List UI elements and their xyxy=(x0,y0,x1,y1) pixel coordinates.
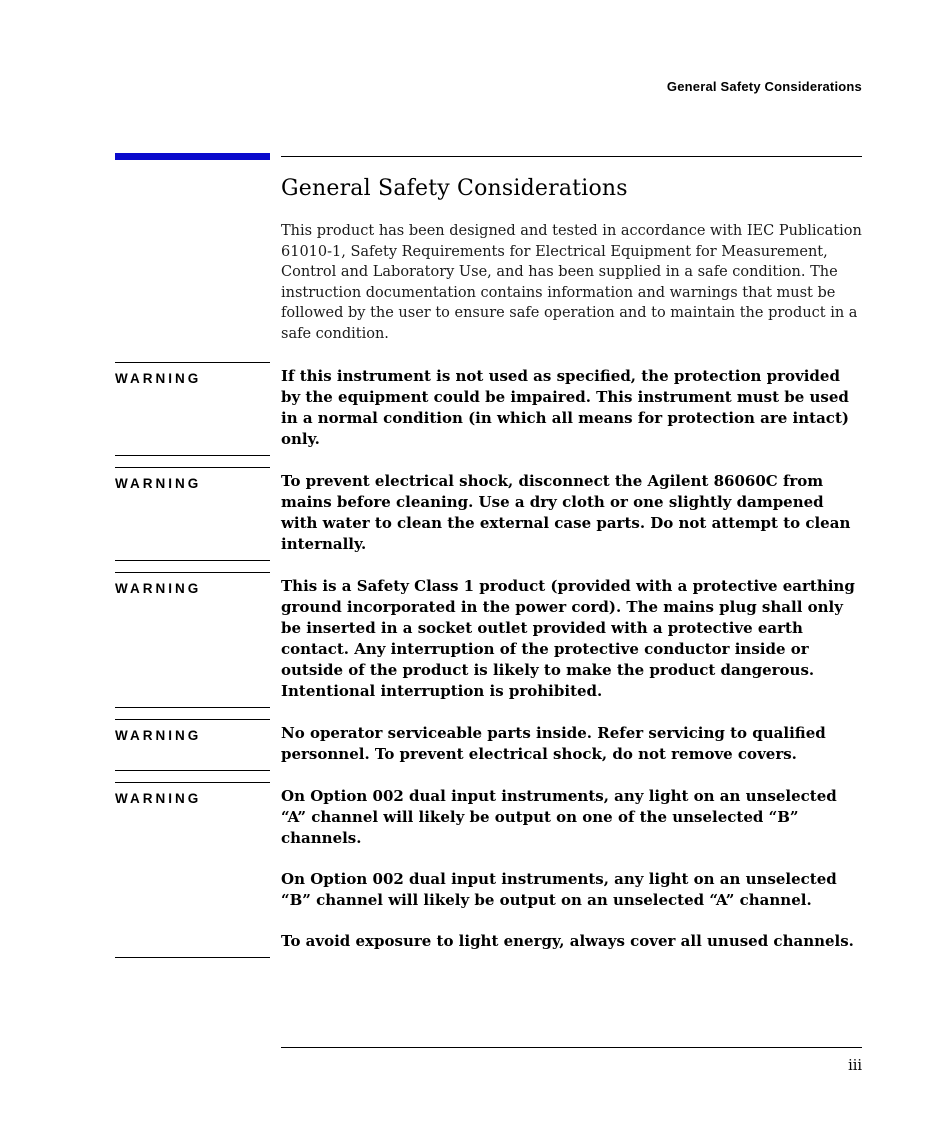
page-title: General Safety Considerations xyxy=(281,176,628,201)
content-column xyxy=(281,176,862,344)
warning-block xyxy=(115,467,862,561)
warning-text xyxy=(281,719,862,771)
header-rule xyxy=(281,156,862,157)
warning-text xyxy=(281,467,862,561)
warning-label: WARNING xyxy=(115,476,202,491)
running-header: General Safety Considerations xyxy=(666,79,862,94)
warning-block xyxy=(115,572,862,708)
intro-paragraph: This product has been designed and tested in accordance with IEC Publication 61010-1, Safety Requirements for Electrical Equipment for Measurement, Control and Laboratory Use, and has been supplied in a safe condition. The instruction documentation contains information and warnings that must be followed by the user to ensure safe operation and to maintain the product in a safe condition. xyxy=(281,223,862,342)
warning-block xyxy=(115,782,862,958)
warning-label: WARNING xyxy=(115,581,202,596)
warning-block xyxy=(115,719,862,771)
warning-paragraph: No operator serviceable parts inside. Refer servicing to qualified personnel. To prevent electrical shock, do not remove covers. xyxy=(281,724,826,763)
header-accent-bar xyxy=(115,153,270,160)
warnings-section xyxy=(115,362,862,969)
warning-paragraph: If this instrument is not used as specified, the protection provided by the equipment could be impaired. This instrument must be used in a normal condition (in which all means for protection are intact) only. xyxy=(281,367,849,448)
warning-paragraph: On Option 002 dual input instruments, any light on an unselected “A” channel will likely be output on one of the unselected “B” channels. xyxy=(281,787,837,847)
warning-paragraph: This is a Safety Class 1 product (provided with a protective earthing ground incorporated in the power cord). The mains plug shall only be inserted in a socket outlet provided with a protective earth contact. Any interruption of the protective conductor inside or outside of the product is likely to make the product dangerous. Intentional interruption is prohibited. xyxy=(281,577,855,700)
warning-label-column xyxy=(115,572,270,708)
warning-paragraph: To avoid exposure to light energy, always cover all unused channels. xyxy=(281,932,854,950)
warning-label: WARNING xyxy=(115,728,202,743)
warning-label: WARNING xyxy=(115,791,202,806)
page-number: iii xyxy=(848,1058,862,1074)
warning-paragraph: On Option 002 dual input instruments, any light on an unselected “B” channel will likely be output on an unselected “A” channel. xyxy=(281,870,837,909)
warning-label-column xyxy=(115,782,270,958)
warning-block xyxy=(115,362,862,456)
warning-label-column xyxy=(115,719,270,771)
warning-text xyxy=(281,782,862,958)
warning-text xyxy=(281,362,862,456)
warning-label-column xyxy=(115,467,270,561)
warning-paragraph: To prevent electrical shock, disconnect the Agilent 86060C from mains before cleaning. Use a dry cloth or one slightly dampened with water to clean the external case parts. Do not attempt to clean internally. xyxy=(281,472,851,553)
warning-text xyxy=(281,572,862,708)
warning-label: WARNING xyxy=(115,371,202,386)
footer-rule xyxy=(281,1047,862,1048)
warning-label-column xyxy=(115,362,270,456)
